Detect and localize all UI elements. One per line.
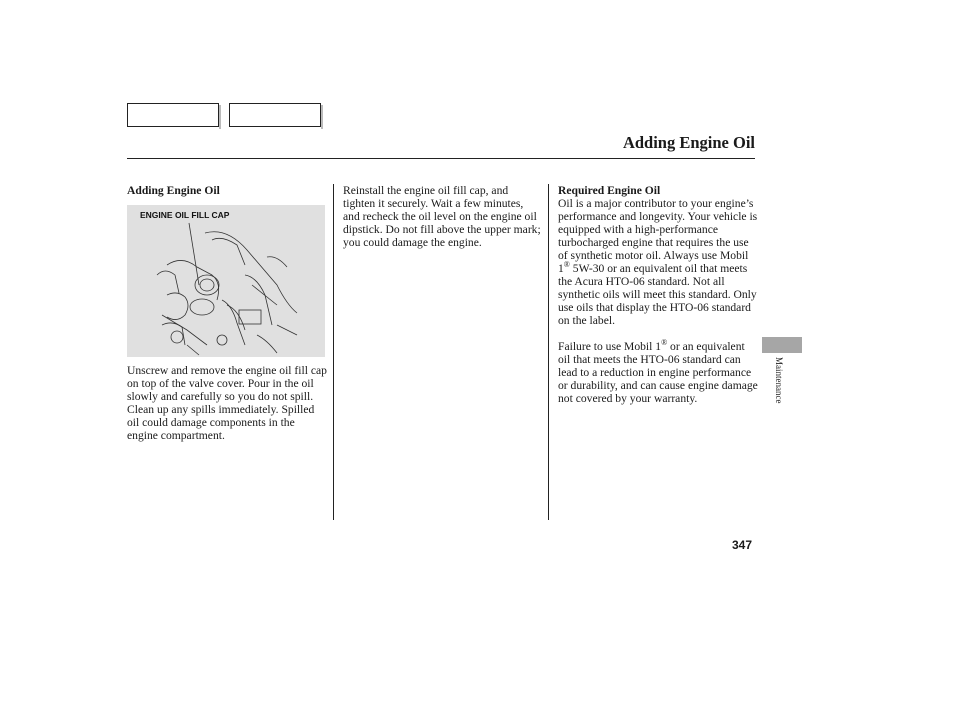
engine-drawing <box>127 205 325 357</box>
text-run: Failure to use Mobil 1 <box>558 340 662 353</box>
page-number: 347 <box>732 538 753 552</box>
section-tab-label: Maintenance <box>774 357 784 404</box>
registered-mark: ® <box>661 338 668 348</box>
page-title: Adding Engine Oil <box>622 133 755 152</box>
column-divider-1 <box>333 184 334 520</box>
header-rule <box>127 158 755 159</box>
paragraph: Reinstall the engine oil fill cap, and tighten it securely. Wait a few minutes, and recheck the oil level on the engine oil dipstick. Do not fill above the upper mark; you could damage the engine. <box>343 184 541 249</box>
paragraph <box>558 197 758 327</box>
nav-box-previous[interactable] <box>127 103 219 127</box>
registered-mark: ® <box>563 260 570 270</box>
engine-illustration <box>127 205 325 357</box>
column-divider-2 <box>548 184 549 520</box>
column-3 <box>558 184 758 418</box>
text-run: or an equivalent oil that meets the HTO-06 standard can lead to a reduction in engine performance or durability, and can cause engine damage not covered by your warranty. <box>558 340 758 405</box>
text-run: 5W-30 or an equivalent oil that meets the Acura HTO-06 standard. Not all synthetic oils will meet this standard. Only use oils that display the HTO-06 standard on the label. <box>558 262 757 327</box>
column-1-body <box>127 364 327 455</box>
section-heading: Adding Engine Oil <box>127 184 220 197</box>
text-run: Oil is a major contributor to your engine’s performance and longevity. Your vehicle is equipped with a high-performance turbocharged engine that requires the use of synthetic motor oil. Always use Mobil 1 <box>558 197 758 275</box>
figure-label: ENGINE OIL FILL CAP <box>140 210 230 220</box>
section-tab[interactable] <box>762 337 802 353</box>
nav-box-next[interactable] <box>229 103 321 127</box>
section-heading: Required Engine Oil <box>558 184 661 197</box>
column-1 <box>127 184 327 442</box>
paragraph: Unscrew and remove the engine oil fill cap on top of the valve cover. Pour in the oil slowly and carefully so you do not spill. Clean up any spills immediately. Spilled oil could damage components in the engine compartment. <box>127 364 327 442</box>
paragraph <box>558 340 758 405</box>
column-2 <box>343 184 541 262</box>
